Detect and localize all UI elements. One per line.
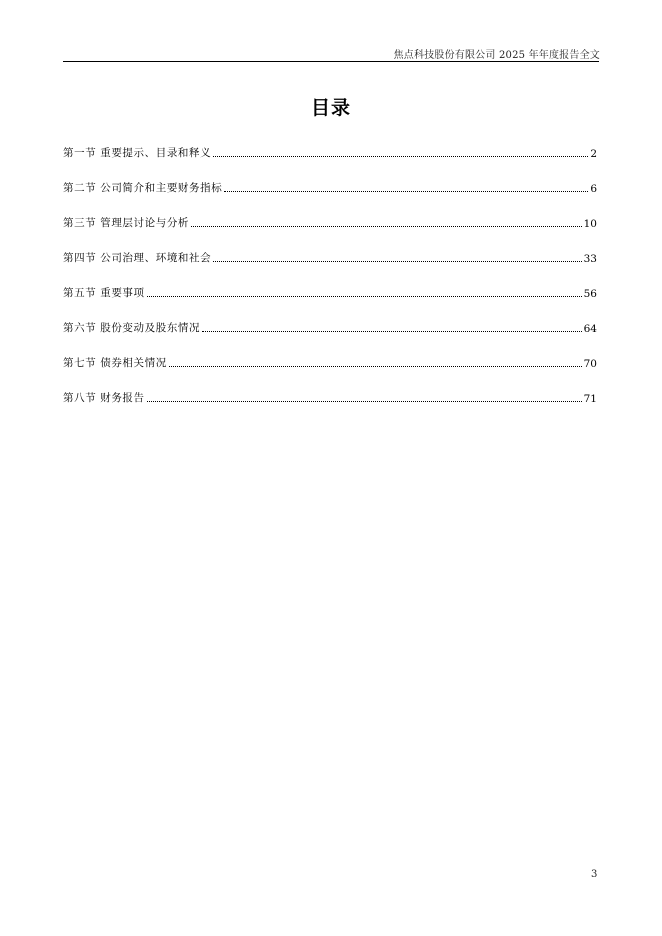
toc-entry-label: 第一节 重要提示、目录和释义 xyxy=(63,147,212,159)
toc-entry-label: 第二节 公司简介和主要财务指标 xyxy=(63,182,223,194)
toc-leader-dots xyxy=(213,261,581,262)
toc-entry-section-5[interactable] xyxy=(63,272,597,307)
toc-leader-dots xyxy=(169,366,582,367)
toc-entry-label: 第八节 财务报告 xyxy=(63,392,145,404)
toc-entry-section-3[interactable] xyxy=(63,202,597,237)
toc-entry-label: 第六节 股份变动及股东情况 xyxy=(63,322,201,334)
toc-leader-dots xyxy=(224,191,588,192)
toc-entry-page: 71 xyxy=(583,393,597,405)
toc-leader-dots xyxy=(147,296,582,297)
toc-entry-section-4[interactable] xyxy=(63,237,597,272)
toc-entry-label: 第七节 债券相关情况 xyxy=(63,357,167,369)
toc-entry-label: 第三节 管理层讨论与分析 xyxy=(63,217,190,229)
toc-entry-page: 10 xyxy=(583,218,597,230)
toc-entry-page: 56 xyxy=(583,288,597,300)
toc-leader-dots xyxy=(147,401,582,402)
toc-entry-page: 33 xyxy=(583,253,597,265)
toc-entry-section-6[interactable] xyxy=(63,307,597,342)
toc-leader-dots xyxy=(191,226,582,227)
toc-title: 目录 xyxy=(310,97,351,119)
toc-entry-label: 第四节 公司治理、环境和社会 xyxy=(63,252,212,264)
toc-entry-label: 第五节 重要事项 xyxy=(63,287,145,299)
toc-entry-section-2[interactable] xyxy=(63,167,597,202)
toc-entry-section-1[interactable] xyxy=(63,132,597,167)
toc-entry-section-7[interactable] xyxy=(63,342,597,377)
toc-entry-page: 6 xyxy=(590,183,597,195)
running-header: 焦点科技股份有限公司 2025 年年度报告全文 xyxy=(393,50,600,61)
toc-entry-page: 70 xyxy=(583,358,597,370)
header-divider xyxy=(63,61,599,62)
toc-leader-dots xyxy=(213,156,588,157)
toc-entry-section-8[interactable] xyxy=(63,377,597,412)
page-number: 3 xyxy=(591,869,598,880)
toc-entry-page: 64 xyxy=(583,323,597,335)
toc-entry-page: 2 xyxy=(590,148,597,160)
table-of-contents xyxy=(63,132,597,412)
toc-leader-dots xyxy=(202,331,581,332)
